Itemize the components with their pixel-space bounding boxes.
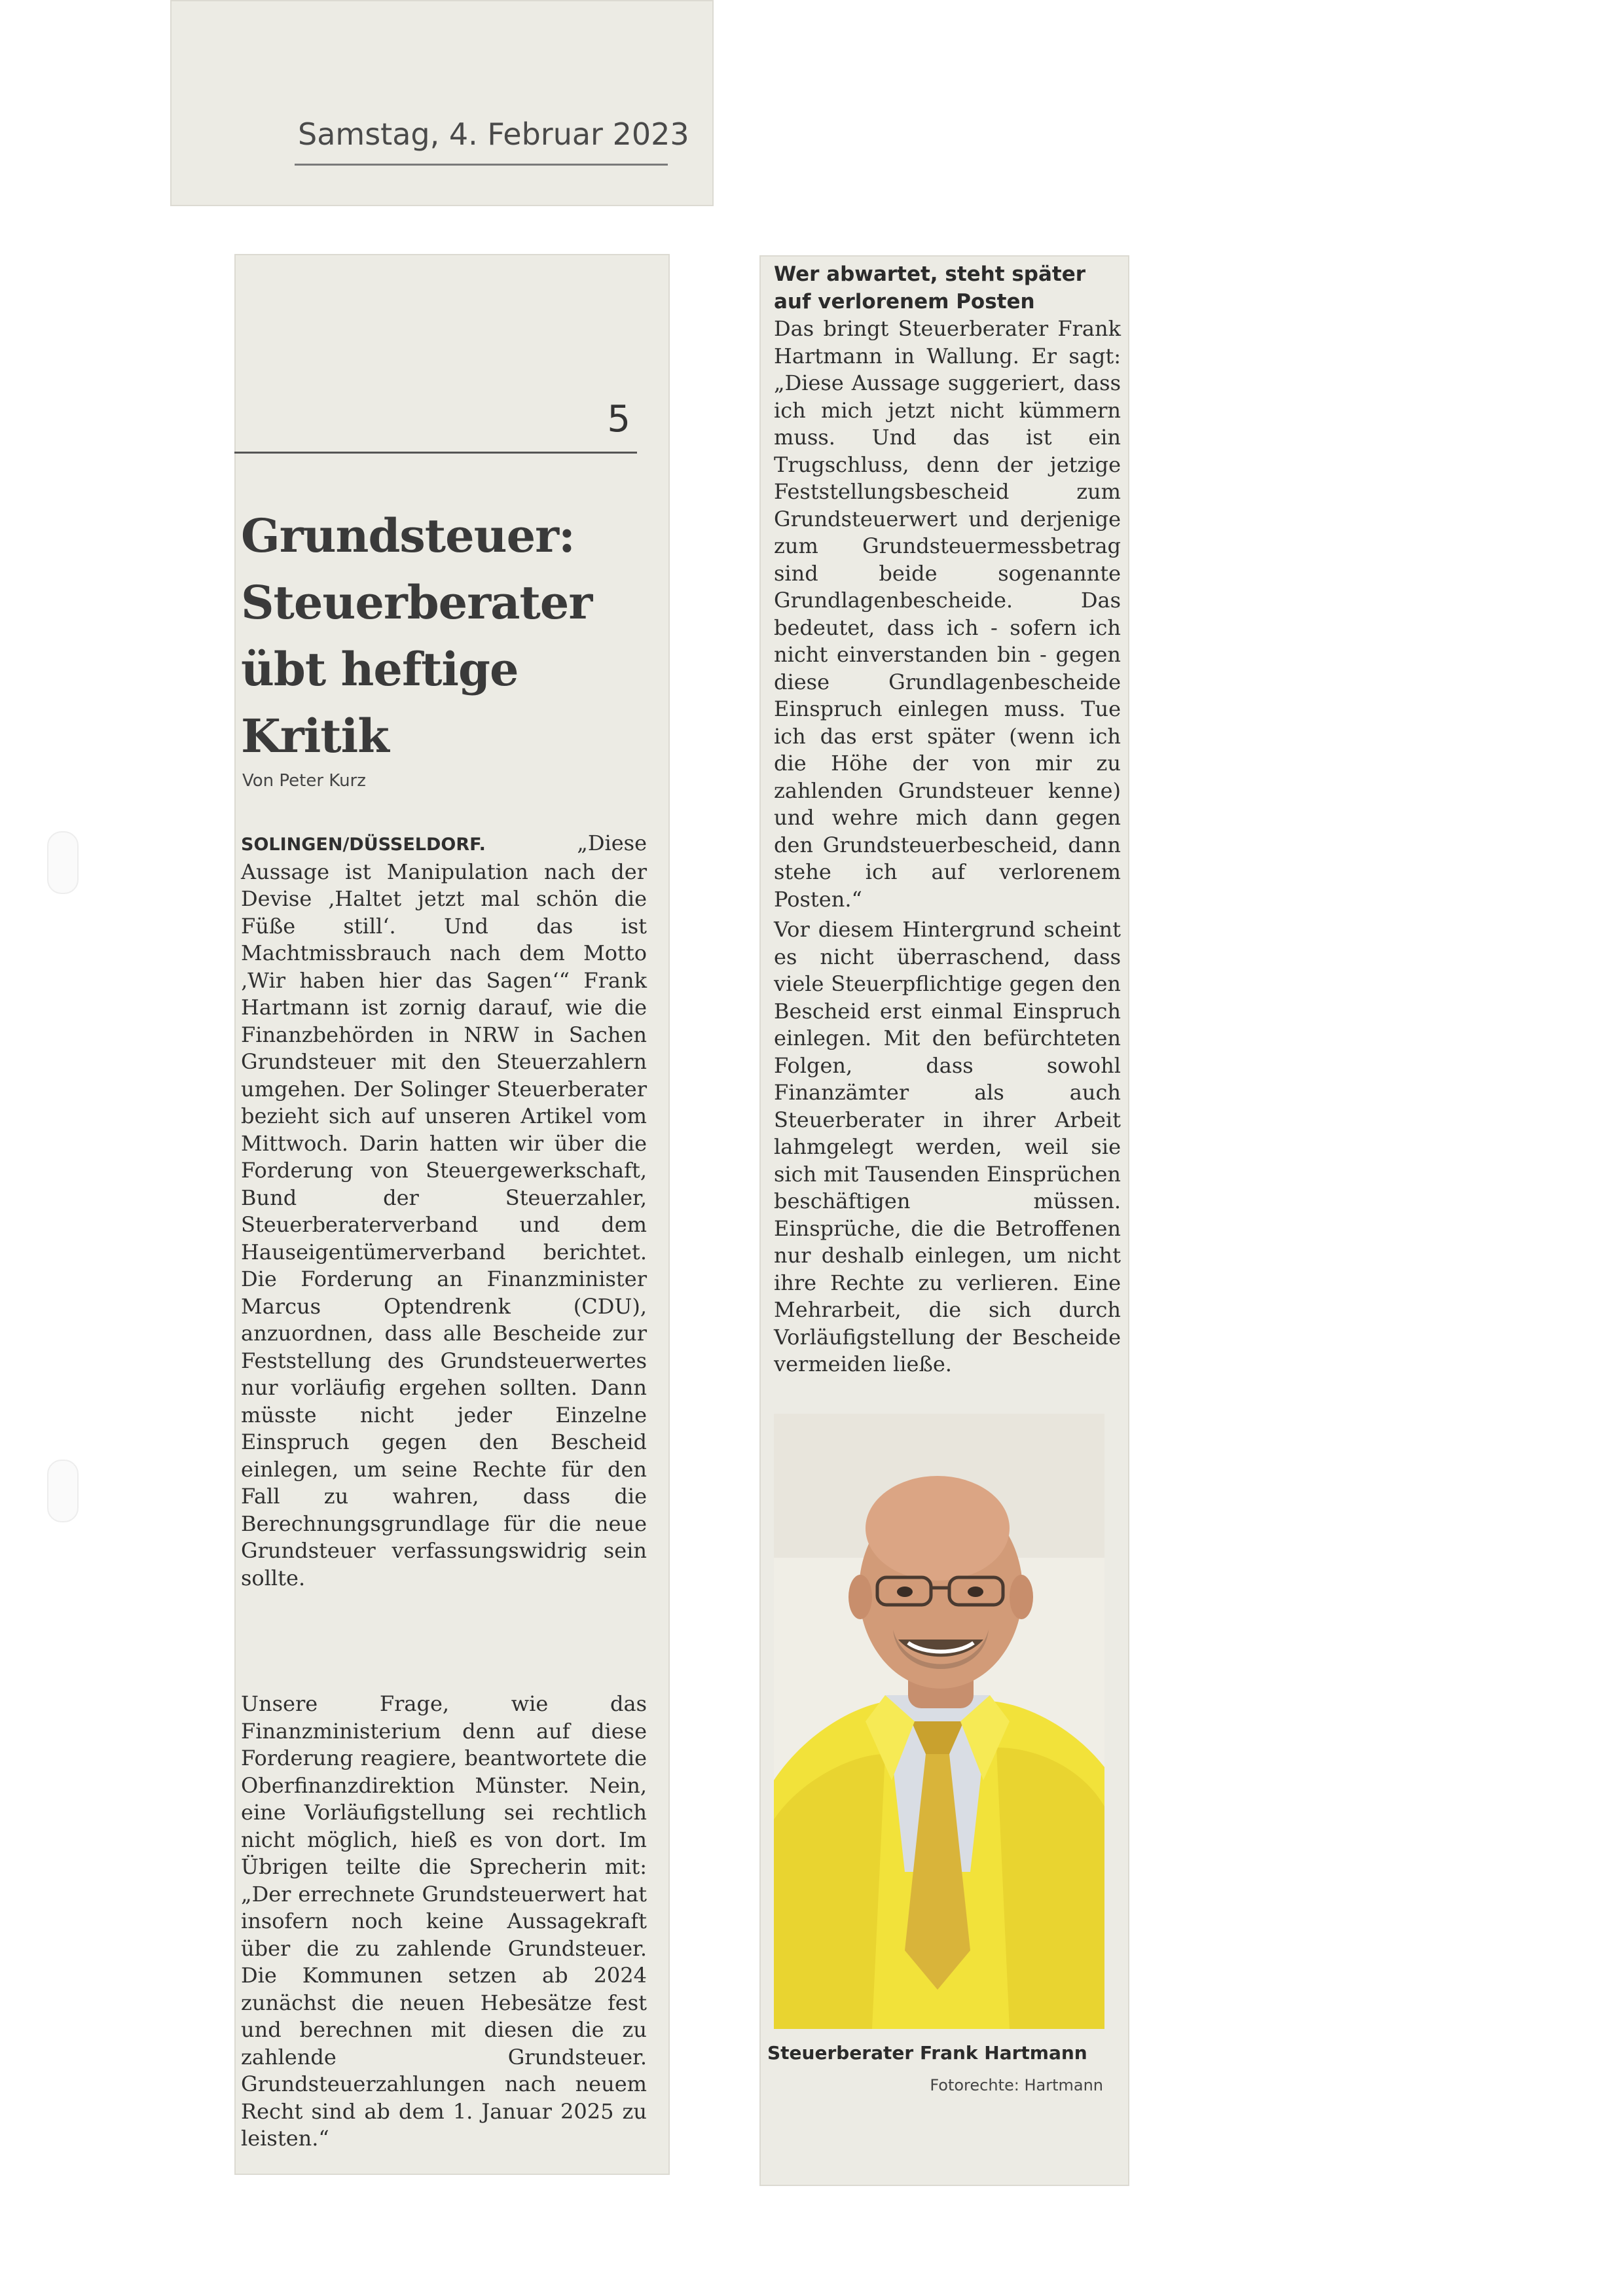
article-paragraph: Vor diesem Hintergrund scheint es nicht überraschend, dass viele Steuerpflichtige gegen den Bescheid erst einmal Einspruch einlegen. Mit den befürchteten Folgen, dass sowohl Finanzämter als auch Steuerberater in ihrer Arbeit lahmgelegt werden, weil sie sich mit Tausenden Einsprüchen beschäftigen müssen. Einsprüche, die die Betroffenen nur deshalb einlegen, um nicht ihre Rechte zu verlieren. Eine Mehrarbeit, die sich durch Vorläufigstellung der Bescheide vermeiden ließe. xyxy=(774,917,1121,1376)
article-headline: Grundsteuer: Steuerberater übt heftige Kritik xyxy=(241,509,593,763)
photo-caption: Steuerberater Frank Hartmann xyxy=(767,2042,1087,2064)
publication-date: Samstag, 4. Februar 2023 xyxy=(298,117,689,152)
article-dateline: SOLINGEN/DÜSSELDORF. xyxy=(241,834,486,855)
article-paragraph-text: „Diese Aussage ist Manipulation nach der Devise ‚Haltet jetzt mal schön die Füße still‘. Und das ist Machtmissbrauch nach dem Motto ‚Wir haben hier das Sagen‘“ Frank Hartmann ist zornig darauf, wie die Finanzbehörden in NRW in Sachen Grundsteuer mit den Steuerzahlern umgehen. Der Solinger Steuerberater bezieht sich auf unseren Artikel vom Mittwoch. Darin hatten wir über die Forderung von Steuergewerkschaft, Bund der Steuerzahler, Steuerberaterverband und dem Hauseigentümerverband berichtet. Die Forderung an Finanzminister Marcus Optendrenk (CDU), anzuordnen, dass alle Bescheide zur Feststellung des Grundsteuerwertes nur vorläufig ergehen sollten. Dann müsste nicht jeder Einzelne Einspruch gegen den Bescheid einlegen, um seine Rechte für den Fall zu wahren, dass die Berechnungsgrundlage für die neue Grundsteuer verfassungswidrig sein sollte. xyxy=(241,831,647,1590)
portrait-illustration xyxy=(774,1414,1104,2029)
article-paragraph: Unsere Frage, wie das Finanzministerium denn auf diese Forderung reagiere, beantwortete die Oberfinanzdirektion Münster. Nein, eine Vorläufigstellung sei rechtlich nicht möglich, hieß es von dort. Im Übrigen teilte die Sprecherin mit: „Der errechnete Grundsteuerwert hat insofern noch keine Aussagekraft über die zu zahlende Grundsteuer. Die Kommunen setzen ab 2024 zunächst die neuen Hebesätze fest und berechnen mit diesen die zu zahlende Grundsteuer. Grundsteuerzahlungen nach neuem Recht sind ab dem 1. Januar 2025 zu leisten.“ xyxy=(241,1691,647,2151)
article-column-left xyxy=(234,254,670,2175)
article-subheading: Wer abwartet, steht später auf verlorenem Posten xyxy=(774,262,1086,314)
article-paragraph: Das bringt Steuerberater Frank Hartmann in Wallung. Er sagt: „Diese Aussage suggeriert, dass ich mich jetzt nicht kümmern muss. Und das ist ein Trugschluss, denn der jetzige Feststellungsbescheid zum Grundsteuerwert und derjenige zum Grundsteuermessbetrag sind beide sogenannte Grundlagenbescheide. Das bedeutet, dass ich - sofern ich nicht einverstanden bin - gegen diese Grundlagenbescheide Einspruch einlegen muss. Tue ich das erst später (wenn ich die Höhe der von mir zu zahlenden Grundsteuer kenne) und wehre mich dann gegen den Grundsteuerbescheid, dann stehe ich auf verlorenem Posten.“ xyxy=(774,316,1121,912)
photo-credit: Fotorechte: Hartmann xyxy=(930,2076,1103,2094)
article-column-right xyxy=(759,255,1129,2186)
punch-hole-mark xyxy=(47,831,79,894)
date-underline xyxy=(295,164,668,166)
punch-hole-mark xyxy=(47,1460,79,1522)
page-rule xyxy=(234,452,637,454)
page-number: 5 xyxy=(607,398,630,440)
date-clipping xyxy=(170,0,714,206)
portrait-photo xyxy=(774,1414,1104,2029)
article-paragraph xyxy=(241,830,647,1592)
article-byline: Von Peter Kurz xyxy=(242,771,366,791)
